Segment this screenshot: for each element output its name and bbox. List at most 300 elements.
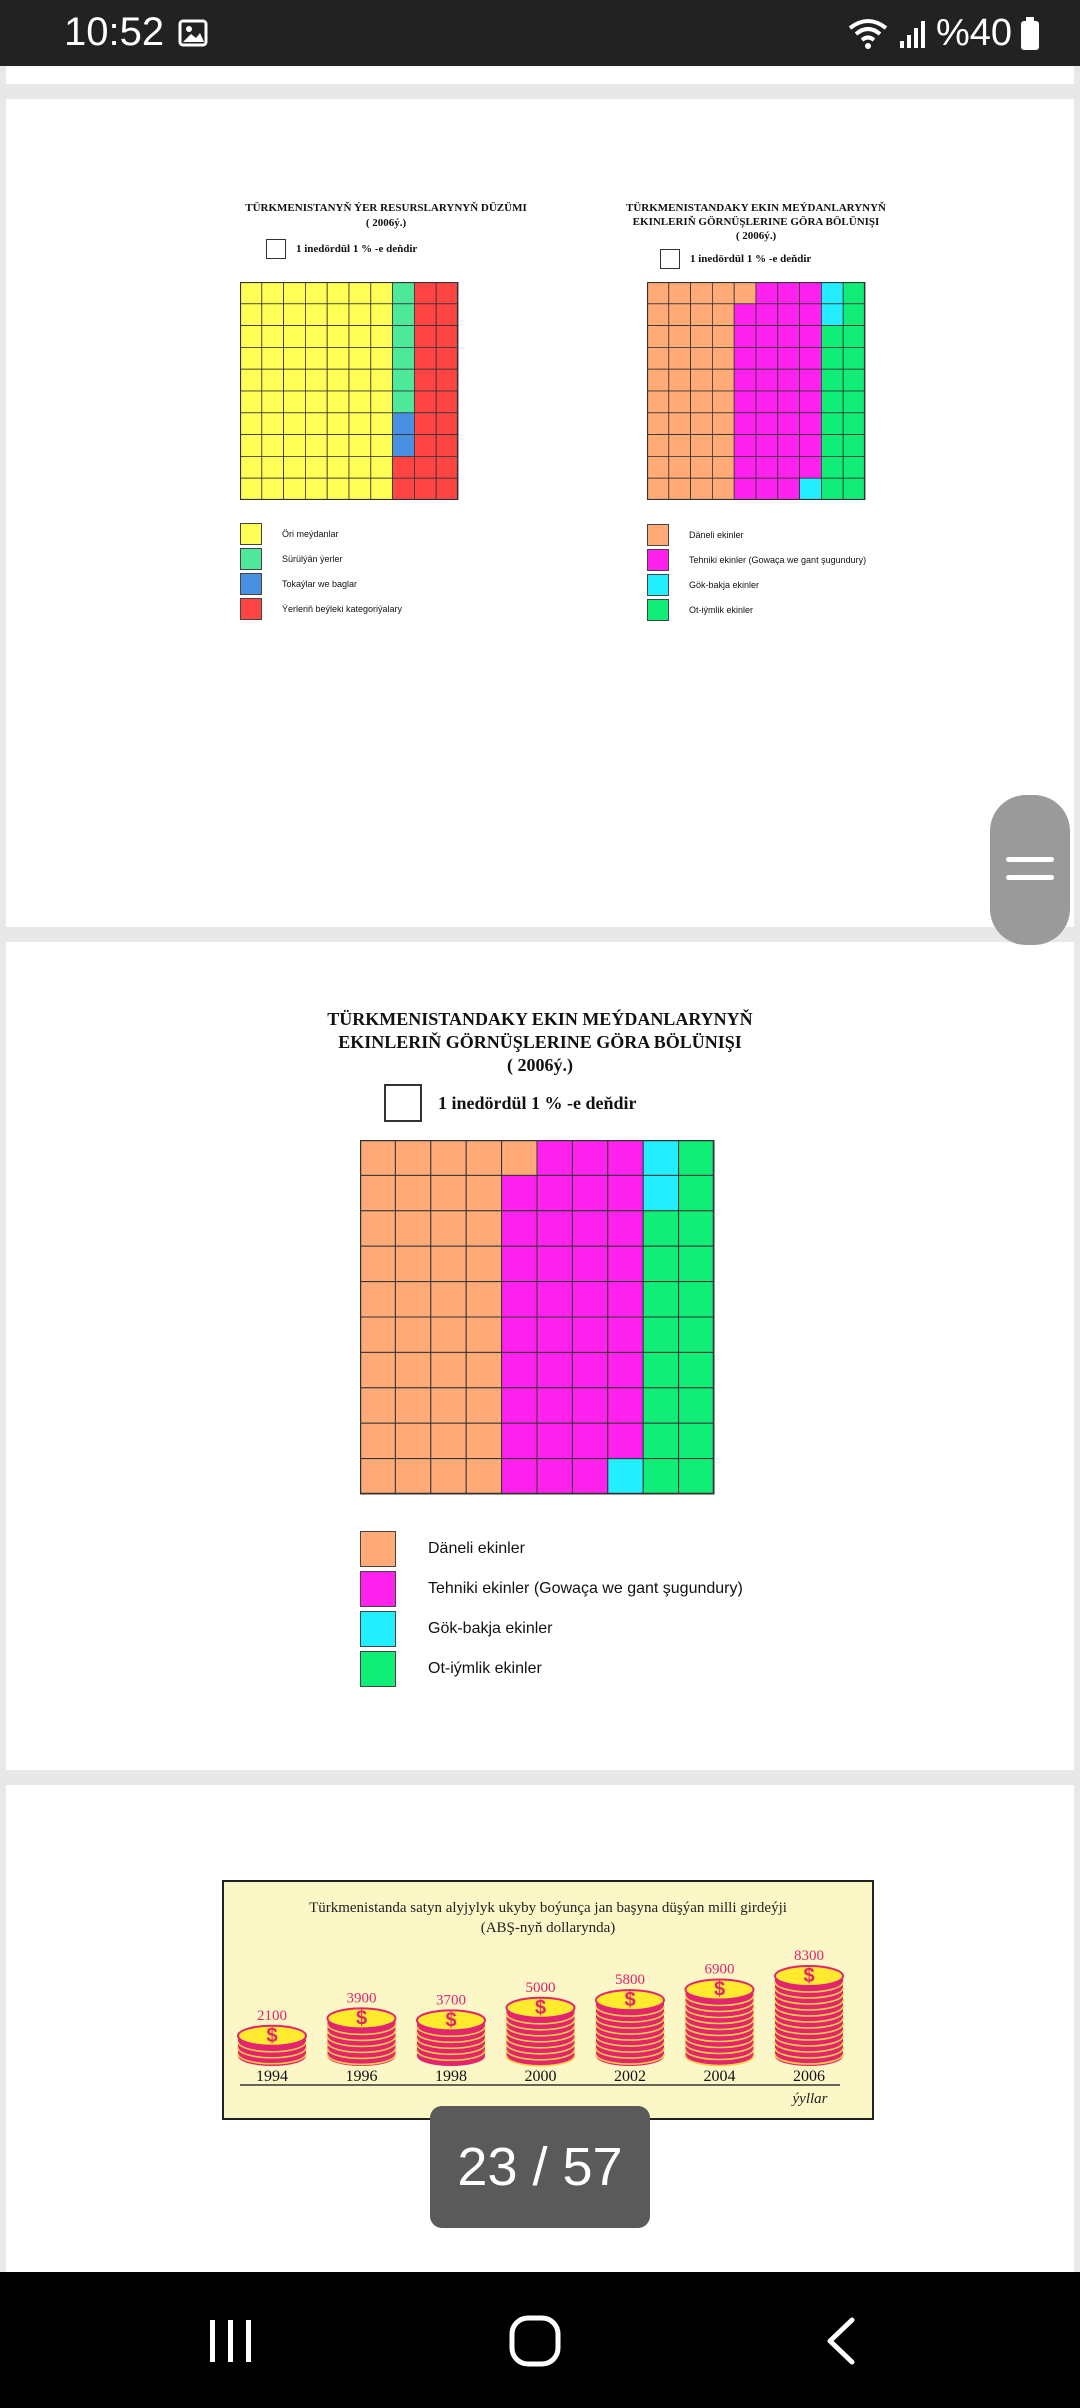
waffle-cell bbox=[572, 1246, 607, 1281]
waffle-cell bbox=[734, 369, 756, 391]
legend-item bbox=[240, 598, 402, 620]
waffle-cell bbox=[691, 326, 713, 348]
legend-item bbox=[647, 574, 759, 596]
waffle-cell bbox=[284, 391, 306, 413]
coin-stack-bar bbox=[238, 2025, 306, 2066]
waffle-cell bbox=[734, 391, 756, 413]
waffle-cell bbox=[262, 369, 284, 391]
waffle-cell bbox=[371, 435, 393, 457]
waffle-cell bbox=[502, 1140, 537, 1175]
waffle-cell bbox=[712, 347, 734, 369]
waffle-cell bbox=[240, 435, 262, 457]
waffle-cell bbox=[800, 282, 822, 304]
waffle-cell bbox=[262, 413, 284, 435]
waffle-cell bbox=[643, 1140, 678, 1175]
waffle-cell bbox=[393, 456, 415, 478]
waffle-cell bbox=[327, 282, 349, 304]
legend-item bbox=[360, 1571, 743, 1607]
waffle-cell bbox=[436, 304, 458, 326]
waffle-cell bbox=[608, 1282, 643, 1317]
waffle-cell bbox=[679, 1246, 714, 1281]
data-label: 5000 bbox=[525, 1979, 556, 1996]
waffle-cell bbox=[360, 1423, 395, 1458]
waffle-cell bbox=[691, 435, 713, 457]
land-waffle-chart bbox=[240, 282, 460, 500]
waffle-cell bbox=[305, 282, 327, 304]
waffle-cell bbox=[240, 456, 262, 478]
data-label: 2100 bbox=[257, 2007, 287, 2024]
waffle-cell bbox=[327, 369, 349, 391]
waffle-cell bbox=[537, 1388, 572, 1423]
waffle-cell bbox=[679, 1317, 714, 1352]
waffle-cell bbox=[395, 1282, 430, 1317]
land-chart-title-line2: ( 2006ý.) bbox=[365, 217, 407, 229]
status-bar bbox=[0, 0, 1080, 66]
waffle-cell bbox=[756, 326, 778, 348]
legend-swatch bbox=[647, 524, 669, 546]
waffle-cell bbox=[537, 1246, 572, 1281]
waffle-cell bbox=[756, 413, 778, 435]
waffle-cell bbox=[734, 347, 756, 369]
waffle-cell bbox=[349, 326, 371, 348]
waffle-cell bbox=[436, 435, 458, 457]
waffle-cell bbox=[608, 1388, 643, 1423]
coin-stack-bar bbox=[417, 2009, 485, 2066]
waffle-cell bbox=[393, 282, 415, 304]
waffle-cell bbox=[778, 478, 800, 500]
waffle-cell bbox=[393, 369, 415, 391]
waffle-cell bbox=[284, 456, 306, 478]
waffle-cell bbox=[502, 1423, 537, 1458]
data-label: 3700 bbox=[436, 1992, 466, 2009]
waffle-cell bbox=[537, 1175, 572, 1210]
waffle-cell bbox=[821, 435, 843, 457]
waffle-cell bbox=[679, 1282, 714, 1317]
crop-chart-small-title bbox=[566, 201, 946, 243]
waffle-cell bbox=[349, 369, 371, 391]
waffle-cell bbox=[691, 413, 713, 435]
waffle-cell bbox=[414, 456, 436, 478]
x-tick-label: 2004 bbox=[703, 2068, 736, 2085]
legend-swatch bbox=[240, 548, 262, 570]
waffle-cell bbox=[679, 1175, 714, 1210]
legend-swatch bbox=[360, 1571, 396, 1607]
waffle-cell bbox=[572, 1175, 607, 1210]
legend-item bbox=[240, 523, 339, 545]
legend-label: Tehniki ekinler (Gowaça we gant şugundury) bbox=[689, 555, 867, 565]
waffle-cell bbox=[821, 413, 843, 435]
waffle-cell bbox=[284, 413, 306, 435]
waffle-cell bbox=[327, 478, 349, 500]
waffle-cell bbox=[327, 347, 349, 369]
waffle-cell bbox=[360, 1352, 395, 1387]
waffle-cell bbox=[431, 1388, 466, 1423]
waffle-cell bbox=[643, 1388, 678, 1423]
waffle-cell bbox=[431, 1282, 466, 1317]
scroll-handle-line bbox=[1006, 857, 1054, 862]
coin-dollar-symbol: $ bbox=[355, 2007, 368, 2030]
waffle-cell bbox=[414, 304, 436, 326]
waffle-cell bbox=[608, 1211, 643, 1246]
waffle-cell bbox=[572, 1423, 607, 1458]
x-tick-label: 1998 bbox=[435, 2068, 467, 2085]
land-chart-title bbox=[196, 201, 576, 231]
coin-dollar-symbol: $ bbox=[803, 1965, 815, 1987]
waffle-cell bbox=[502, 1352, 537, 1387]
legend-item bbox=[240, 548, 343, 570]
key-label: 1 inedördül 1 % -e deňdir bbox=[296, 243, 418, 255]
waffle-cell bbox=[262, 435, 284, 457]
waffle-cell bbox=[647, 304, 669, 326]
waffle-cell bbox=[643, 1317, 678, 1352]
waffle-cell bbox=[608, 1140, 643, 1175]
waffle-cell bbox=[360, 1175, 395, 1210]
waffle-cell bbox=[262, 326, 284, 348]
waffle-cell bbox=[284, 282, 306, 304]
key-label: 1 inedördül 1 % -e deňdir bbox=[438, 1092, 637, 1113]
waffle-cell bbox=[262, 347, 284, 369]
waffle-cell bbox=[466, 1246, 501, 1281]
waffle-cell bbox=[800, 435, 822, 457]
waffle-cell bbox=[643, 1246, 678, 1281]
waffle-cell bbox=[349, 282, 371, 304]
legend-label: Ot-iýmlik ekinler bbox=[689, 605, 754, 615]
waffle-cell bbox=[734, 326, 756, 348]
waffle-cell bbox=[643, 1352, 678, 1387]
legend-swatch bbox=[647, 599, 669, 621]
waffle-cell bbox=[572, 1388, 607, 1423]
legend-label: Ot-iýmlik ekinler bbox=[428, 1660, 542, 1677]
waffle-cell bbox=[414, 326, 436, 348]
status-time: 10:52 bbox=[64, 10, 165, 54]
waffle-cell bbox=[647, 391, 669, 413]
waffle-cell bbox=[262, 391, 284, 413]
waffle-cell bbox=[572, 1317, 607, 1352]
navigation-bar bbox=[0, 2272, 1080, 2408]
waffle-cell bbox=[240, 369, 262, 391]
waffle-cell bbox=[537, 1423, 572, 1458]
waffle-cell bbox=[778, 304, 800, 326]
waffle-cell bbox=[349, 456, 371, 478]
coin-stack-bar bbox=[686, 1978, 754, 2066]
waffle-cell bbox=[647, 369, 669, 391]
waffle-cell bbox=[327, 456, 349, 478]
waffle-cell bbox=[608, 1352, 643, 1387]
waffle-cell bbox=[305, 391, 327, 413]
crop-chart-title bbox=[240, 1008, 840, 1077]
waffle-cell bbox=[843, 435, 865, 457]
waffle-cell bbox=[393, 435, 415, 457]
waffle-cell bbox=[734, 478, 756, 500]
income-coin-chart bbox=[222, 1880, 874, 2120]
waffle-cell bbox=[284, 369, 306, 391]
waffle-cell bbox=[305, 369, 327, 391]
waffle-cell bbox=[756, 282, 778, 304]
home-button[interactable] bbox=[508, 2314, 562, 2368]
waffle-cell bbox=[414, 435, 436, 457]
legend-label: Gök-bakja ekinler bbox=[428, 1620, 553, 1637]
gallery-icon bbox=[178, 18, 208, 48]
waffle-cell bbox=[679, 1423, 714, 1458]
data-label: 8300 bbox=[794, 1948, 824, 1964]
waffle-cell bbox=[371, 391, 393, 413]
scroll-handle-line bbox=[1006, 875, 1054, 880]
crop-chart-key bbox=[384, 1084, 637, 1122]
waffle-cell bbox=[669, 304, 691, 326]
waffle-cell bbox=[436, 413, 458, 435]
waffle-cell bbox=[349, 304, 371, 326]
crop-chart-small-key bbox=[660, 249, 811, 269]
waffle-cell bbox=[734, 304, 756, 326]
waffle-cell bbox=[756, 456, 778, 478]
waffle-cell bbox=[395, 1459, 430, 1494]
waffle-cell bbox=[327, 435, 349, 457]
waffle-cell bbox=[572, 1282, 607, 1317]
waffle-cell bbox=[262, 304, 284, 326]
waffle-cell bbox=[608, 1423, 643, 1458]
waffle-cell bbox=[669, 326, 691, 348]
waffle-cell bbox=[349, 391, 371, 413]
waffle-cell bbox=[647, 413, 669, 435]
waffle-cell bbox=[360, 1459, 395, 1494]
legend-item bbox=[360, 1651, 542, 1687]
waffle-cell bbox=[360, 1246, 395, 1281]
waffle-cell bbox=[843, 282, 865, 304]
waffle-cell bbox=[843, 304, 865, 326]
legend-label: Däneli ekinler bbox=[689, 530, 744, 540]
waffle-cell bbox=[800, 326, 822, 348]
waffle-cell bbox=[262, 456, 284, 478]
legend-item bbox=[647, 524, 744, 546]
legend-item bbox=[360, 1611, 553, 1647]
waffle-cell bbox=[466, 1423, 501, 1458]
land-chart-key bbox=[266, 239, 417, 259]
waffle-cell bbox=[240, 478, 262, 500]
waffle-cell bbox=[843, 478, 865, 500]
waffle-cell bbox=[395, 1140, 430, 1175]
legend-label: Däneli ekinler bbox=[428, 1540, 525, 1557]
waffle-cell bbox=[778, 369, 800, 391]
waffle-cell bbox=[778, 326, 800, 348]
waffle-cell bbox=[393, 391, 415, 413]
crop-waffle-chart-small bbox=[647, 282, 867, 500]
fast-scroll-handle[interactable] bbox=[990, 795, 1070, 945]
waffle-cell bbox=[305, 413, 327, 435]
waffle-cell bbox=[284, 478, 306, 500]
waffle-cell bbox=[262, 478, 284, 500]
waffle-cell bbox=[843, 413, 865, 435]
waffle-cell bbox=[502, 1246, 537, 1281]
waffle-cell bbox=[608, 1317, 643, 1352]
x-tick-label: 1996 bbox=[345, 2068, 378, 2085]
waffle-cell bbox=[436, 478, 458, 500]
waffle-cell bbox=[360, 1140, 395, 1175]
waffle-cell bbox=[502, 1211, 537, 1246]
previous-page-tail bbox=[6, 66, 1074, 84]
waffle-cell bbox=[431, 1175, 466, 1210]
waffle-cell bbox=[679, 1459, 714, 1494]
crop-chart-small-title-line2: EKINLERIŇ GÖRNÜŞLERINE GÖRA BÖLÜNIŞI bbox=[632, 216, 880, 228]
key-square bbox=[660, 249, 680, 269]
legend-swatch bbox=[240, 573, 262, 595]
waffle-cell bbox=[608, 1175, 643, 1210]
waffle-cell bbox=[414, 369, 436, 391]
waffle-cell bbox=[502, 1282, 537, 1317]
waffle-cell bbox=[240, 304, 262, 326]
waffle-cell bbox=[669, 413, 691, 435]
waffle-cell bbox=[360, 1317, 395, 1352]
waffle-cell bbox=[643, 1211, 678, 1246]
waffle-cell bbox=[843, 326, 865, 348]
waffle-cell bbox=[537, 1211, 572, 1246]
waffle-cell bbox=[502, 1317, 537, 1352]
waffle-cell bbox=[734, 435, 756, 457]
waffle-cell bbox=[647, 456, 669, 478]
waffle-cell bbox=[647, 282, 669, 304]
waffle-cell bbox=[572, 1352, 607, 1387]
waffle-cell bbox=[327, 413, 349, 435]
coin-stack-bar bbox=[596, 1989, 664, 2066]
waffle-cell bbox=[393, 347, 415, 369]
crop-chart-title-line2: EKINLERIŇ GÖRNÜŞLERINE GÖRA BÖLÜNIŞI bbox=[338, 1032, 742, 1052]
waffle-cell bbox=[778, 435, 800, 457]
waffle-cell bbox=[393, 478, 415, 500]
waffle-cell bbox=[821, 369, 843, 391]
waffle-cell bbox=[360, 1211, 395, 1246]
pdf-page-2 bbox=[6, 942, 1074, 1770]
legend-item bbox=[647, 549, 866, 571]
waffle-cell bbox=[800, 391, 822, 413]
waffle-cell bbox=[647, 347, 669, 369]
waffle-cell bbox=[843, 347, 865, 369]
waffle-cell bbox=[284, 326, 306, 348]
waffle-cell bbox=[756, 435, 778, 457]
coin-dollar-symbol: $ bbox=[445, 2009, 457, 2032]
waffle-cell bbox=[712, 282, 734, 304]
x-tick-label: 2000 bbox=[524, 2068, 557, 2085]
waffle-cell bbox=[240, 413, 262, 435]
legend-item bbox=[647, 599, 753, 621]
waffle-cell bbox=[431, 1211, 466, 1246]
waffle-cell bbox=[305, 456, 327, 478]
waffle-cell bbox=[712, 478, 734, 500]
waffle-cell bbox=[691, 456, 713, 478]
waffle-cell bbox=[395, 1246, 430, 1281]
signal-icon bbox=[898, 19, 928, 49]
legend-swatch bbox=[240, 598, 262, 620]
waffle-cell bbox=[537, 1459, 572, 1494]
waffle-cell bbox=[327, 326, 349, 348]
legend-item bbox=[240, 573, 357, 595]
legend-swatch bbox=[647, 549, 669, 571]
legend-label: Sürülýän ýerler bbox=[282, 554, 343, 564]
waffle-cell bbox=[643, 1282, 678, 1317]
key-square bbox=[384, 1084, 422, 1122]
page-counter: 23 / 57 bbox=[430, 2106, 650, 2228]
waffle-cell bbox=[800, 478, 822, 500]
waffle-cell bbox=[669, 391, 691, 413]
waffle-cell bbox=[240, 282, 262, 304]
waffle-cell bbox=[679, 1140, 714, 1175]
waffle-cell bbox=[821, 326, 843, 348]
recent-apps-button[interactable] bbox=[206, 2318, 256, 2364]
coin-dollar-symbol: $ bbox=[713, 1978, 726, 2001]
waffle-cell bbox=[395, 1211, 430, 1246]
waffle-cell bbox=[371, 304, 393, 326]
waffle-cell bbox=[821, 282, 843, 304]
waffle-cell bbox=[305, 435, 327, 457]
waffle-cell bbox=[679, 1388, 714, 1423]
waffle-cell bbox=[800, 413, 822, 435]
data-label: 3900 bbox=[346, 1990, 377, 2007]
crop-chart-title-line1: TÜRKMENISTANDAKY EKIN MEÝDANLARYNYŇ bbox=[327, 1009, 753, 1029]
battery-percent: %40 bbox=[935, 12, 1012, 54]
waffle-cell bbox=[669, 347, 691, 369]
waffle-cell bbox=[371, 326, 393, 348]
waffle-cell bbox=[537, 1352, 572, 1387]
waffle-cell bbox=[712, 413, 734, 435]
waffle-cell bbox=[393, 413, 415, 435]
waffle-cell bbox=[466, 1459, 501, 1494]
crop-waffle-chart bbox=[360, 1140, 720, 1496]
waffle-cell bbox=[436, 369, 458, 391]
waffle-cell bbox=[647, 478, 669, 500]
waffle-cell bbox=[431, 1246, 466, 1281]
coin-dollar-symbol: $ bbox=[624, 1989, 636, 2012]
waffle-cell bbox=[647, 435, 669, 457]
waffle-cell bbox=[502, 1388, 537, 1423]
x-tick-label: 2002 bbox=[614, 2068, 646, 2085]
waffle-cell bbox=[431, 1140, 466, 1175]
back-button[interactable] bbox=[822, 2316, 858, 2366]
waffle-cell bbox=[349, 435, 371, 457]
waffle-cell bbox=[395, 1423, 430, 1458]
x-tick-label: 2006 bbox=[793, 2068, 825, 2085]
waffle-cell bbox=[572, 1459, 607, 1494]
coin-stack-bar bbox=[328, 2007, 396, 2066]
waffle-cell bbox=[712, 326, 734, 348]
x-tick-label: 1994 bbox=[256, 2068, 288, 2085]
waffle-cell bbox=[821, 456, 843, 478]
waffle-cell bbox=[395, 1388, 430, 1423]
waffle-cell bbox=[800, 369, 822, 391]
waffle-cell bbox=[240, 326, 262, 348]
chart-subtitle: (ABŞ-nyň dollarynda) bbox=[480, 1920, 616, 1936]
waffle-cell bbox=[305, 326, 327, 348]
waffle-cell bbox=[466, 1211, 501, 1246]
waffle-cell bbox=[734, 282, 756, 304]
waffle-cell bbox=[466, 1317, 501, 1352]
waffle-cell bbox=[436, 456, 458, 478]
crop-chart-small-title-line3: ( 2006ý.) bbox=[735, 230, 777, 242]
waffle-cell bbox=[466, 1175, 501, 1210]
waffle-cell bbox=[643, 1175, 678, 1210]
waffle-cell bbox=[393, 326, 415, 348]
data-label: 5800 bbox=[615, 1972, 645, 1989]
coin-dollar-symbol: $ bbox=[534, 1996, 547, 2019]
waffle-cell bbox=[778, 456, 800, 478]
waffle-cell bbox=[395, 1317, 430, 1352]
waffle-cell bbox=[414, 413, 436, 435]
waffle-cell bbox=[679, 1352, 714, 1387]
waffle-cell bbox=[502, 1175, 537, 1210]
waffle-cell bbox=[393, 304, 415, 326]
waffle-cell bbox=[712, 369, 734, 391]
waffle-cell bbox=[349, 413, 371, 435]
land-chart-title-line1: TÜRKMENISTANYŇ ÝER RESURSLARYNYŇ DÜZÜMI bbox=[245, 202, 527, 214]
coin-stack-bar bbox=[507, 1997, 575, 2066]
waffle-cell bbox=[572, 1211, 607, 1246]
